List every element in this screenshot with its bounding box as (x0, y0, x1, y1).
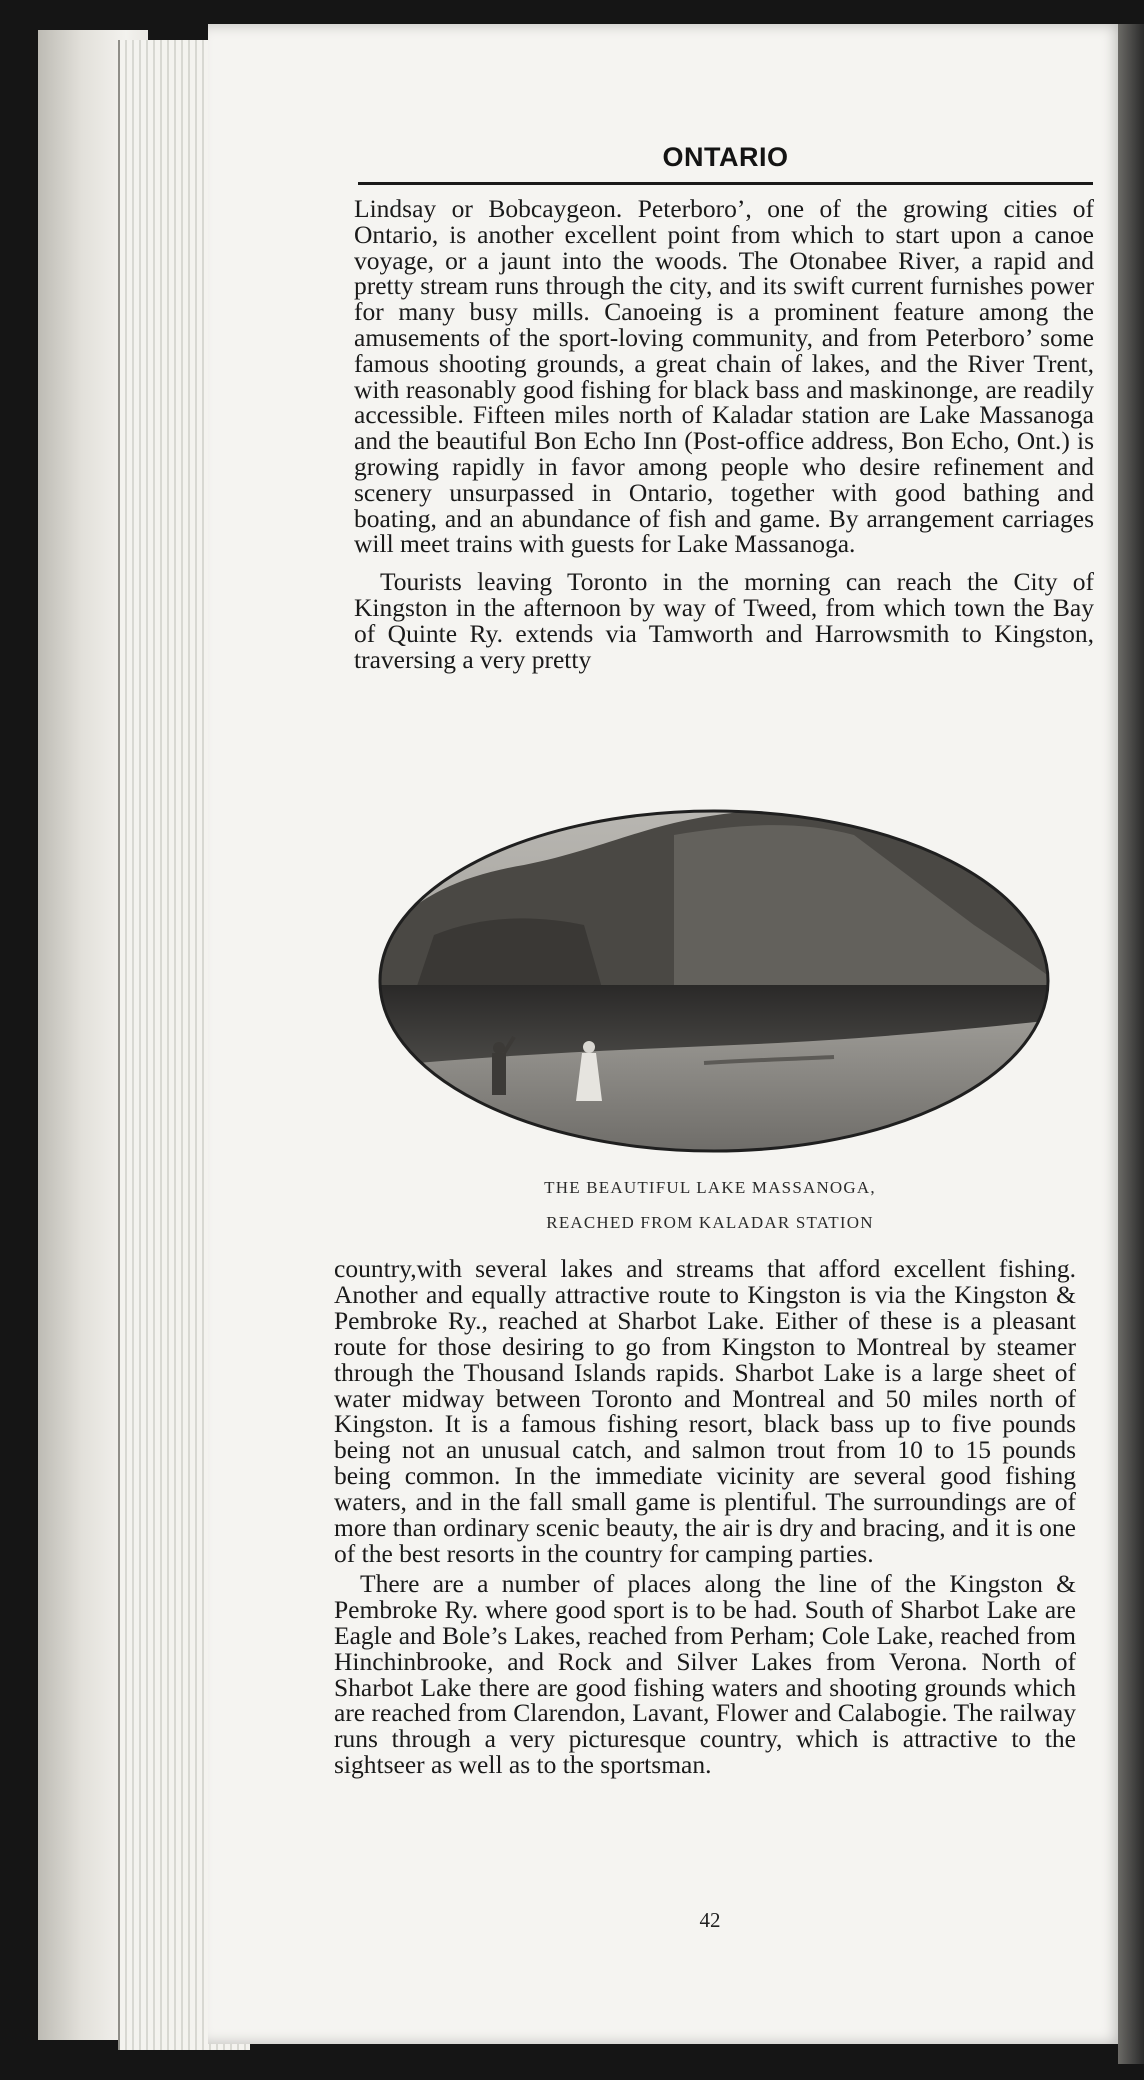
page-number: 42 (699, 1908, 721, 1932)
photo-caption-line2: REACHED FROM KALADAR STATION (546, 1213, 874, 1232)
paragraph: Tourists leaving Toronto in the morning can reach the City of Kingston in the afternoon by way of Tweed, from which town the Bay of Quinte Ry. extends via Tamworth and Harrowsmith to Kingston, traversing a very pretty (354, 567, 1094, 674)
paragraph: There are a number of places along the line of the Kingston & Pembroke Ry. where good sport is to be had. South of Sharbot Lake are Eagle and Bole’s Lakes, reached from Perham; Cole Lake, reached from Hinchinbrooke, and Rock and Silver Lakes from Verona. North of Sharbot Lake there are good fishing waters and shooting grounds which are reached from Clarendon, Lavant, Flower and Calabogie. The railway runs through a very picturesque country, which is attractive to the sightseer as well as to the sportsman. (334, 1568, 1076, 1780)
lake-photo-image (374, 805, 1054, 1157)
page-title: ONTARIO (662, 142, 789, 172)
body-text-bottom (334, 1256, 1076, 1778)
paragraph: Lindsay or Bobcaygeon. Peterboro’, one of the growing cities of Ontario, is another excellent point from which to start upon a canoe voyage, or a jaunt into the woods. The Otonabee River, a rapid and pretty stream runs through the city, and its swift current furnishes power for many busy mills. Canoeing is a prominent feature among the amusements of the sport-loving community, and from Peterboro’ some famous shooting grounds, a great chain of lakes, and the River Trent, with reasonably good fishing for black bass and maskinonge, are readily accessible. Fifteen miles north of Kaladar station are Lake Massanoga and the beautiful Bon Echo Inn (Post-office address, Bon Echo, Ont.) is growing rapidly in favor among people who desire refinement and scenery unsurpassed in Ontario, together with good bathing and boating, and an abundance of fish and game. By arrangement carriages will meet trains with guests for Lake Massanoga. (354, 194, 1094, 559)
photo-caption-line1: THE BEAUTIFUL LAKE MASSANOGA, (544, 1178, 876, 1197)
body-text-top (354, 196, 1094, 672)
paragraph: country,with several lakes and streams that afford excellent fishing. Another and equally attractive route to Kingston is via the Kingston & Pembroke Ry., reached at Sharbot Lake. Either of these is a pleasant route for those desiring to go from Kingston to Montreal by steamer through the Thousand Islands rapids. Sharbot Lake is a large sheet of water midway between Toronto and Montreal and 50 miles north of Kingston. It is a famous fishing resort, black bass up to five pounds being not an unusual catch, and salmon trout from 10 to 15 pounds being common. In the immediate vicinity are several good fishing waters, and in the fall small game is plentiful. The surroundings are of more than ordinary scenic beauty, the air is dry and bracing, and it is one of the best resorts in the country for camping parties. (334, 1254, 1076, 1568)
page-gutter-shadow (1118, 24, 1144, 2064)
header-rule (358, 182, 1093, 185)
lake-photograph (374, 805, 1054, 1157)
